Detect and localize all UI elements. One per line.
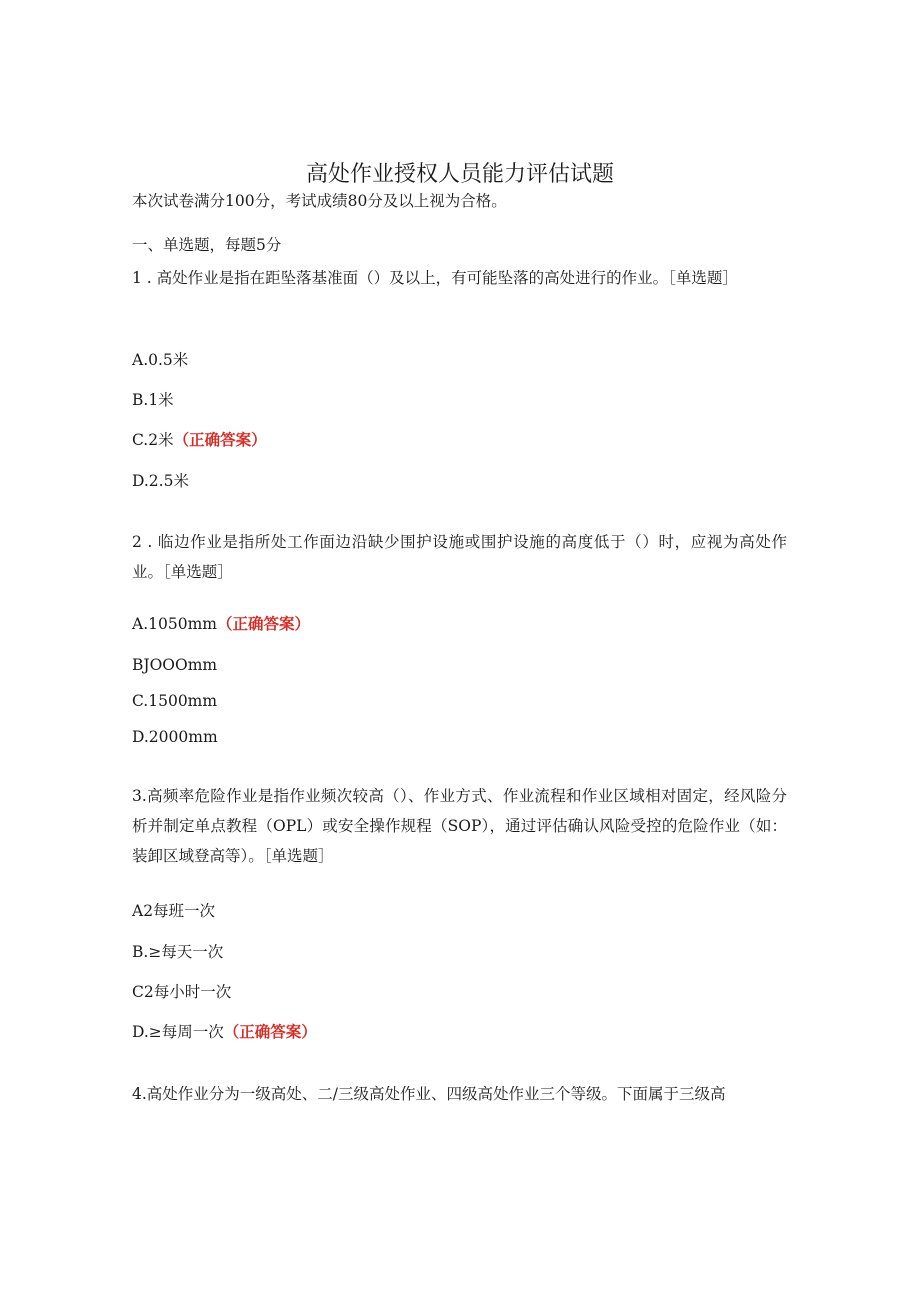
intro-text: 本次试卷满分100分，考试成绩80分及以上视为合格。 <box>132 192 507 210</box>
question-3-option-b: B.≥每天一次 <box>132 943 224 961</box>
question-2-stem: 2 . 临边作业是指所处工作面边沿缺少围护设施或围护设施的高度低于（）时，应视为高处作业。［单选题］ <box>132 533 787 581</box>
question-1-stem: 1 . 高处作业是指在距坠落基准面（）及以上，有可能坠落的高处进行的作业。［单选题］ <box>132 269 738 287</box>
question-2-option-b: BJOOOmm <box>132 656 218 674</box>
correct-answer-mark: （正确答案） <box>223 1023 317 1041</box>
correct-answer-mark: （正确答案） <box>173 431 267 449</box>
correct-answer-mark: （正确答案） <box>216 615 310 633</box>
question-3-option-a: A2每班一次 <box>132 902 216 920</box>
option-text: C.2米 <box>132 431 174 449</box>
question-1-option-a: A.0.5米 <box>132 351 189 369</box>
page-title: 高处作业授权人员能力评估试题 <box>305 162 614 187</box>
question-3-option-d <box>132 1021 317 1043</box>
question-2-option-d: D.2000mm <box>132 728 218 746</box>
option-text: A.1050mm <box>132 615 217 633</box>
question-2-option-a <box>132 613 310 635</box>
option-text: D.≥每周一次 <box>132 1023 224 1041</box>
question-1-option-c <box>132 429 267 451</box>
question-1-option-b: B.1米 <box>132 391 174 409</box>
section-heading: 一、单选题，每题5分 <box>132 236 282 254</box>
question-4-stem: 4.高处作业分为一级高处、二/三级高处作业、四级高处作业三个等级。下面属于三级高 <box>132 1085 726 1103</box>
question-3-stem: 3.高频率危险作业是指作业频次较高（）、作业方式、作业流程和作业区域相对固定，经风险分析并制定单点教程（OPL）或安全操作规程（SOP），通过评估确认风险受控的危险作业（如：装卸区域登高等）。［单选题］ <box>132 787 787 865</box>
question-1-option-d: D.2.5米 <box>132 472 189 490</box>
question-3-option-c: C2每小时一次 <box>132 983 232 1001</box>
question-2-option-c: C.1500mm <box>132 692 218 710</box>
